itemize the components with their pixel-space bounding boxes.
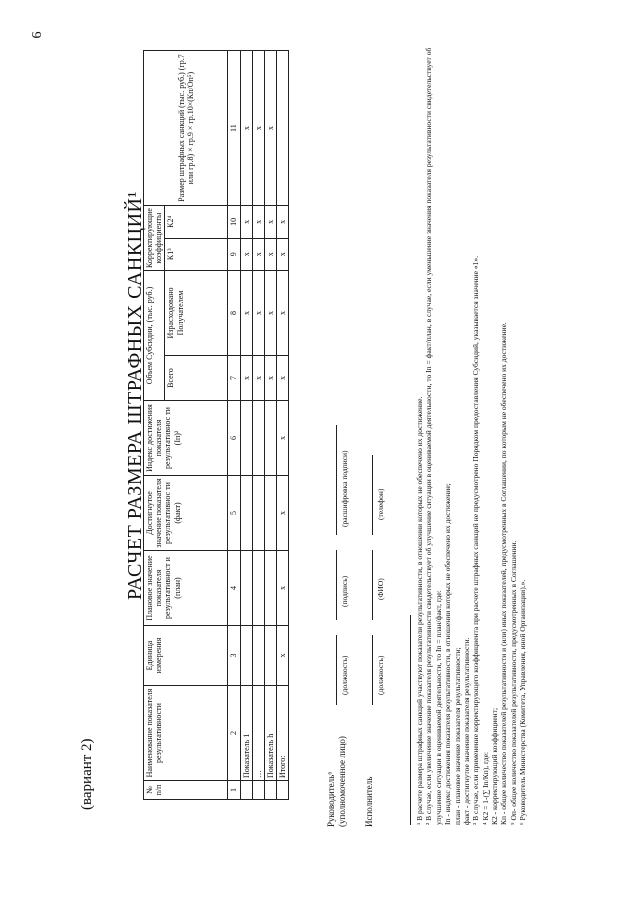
cell-unit — [264, 626, 276, 686]
position-caption: (должность) — [340, 655, 349, 695]
table-header-row — [144, 51, 165, 800]
col-number: 10 — [228, 206, 240, 238]
cell-total: x — [277, 356, 289, 401]
footnotes — [415, 35, 528, 825]
cell-k2: x — [240, 206, 252, 238]
col-header-used: Израсходовано Получателем — [165, 271, 228, 356]
cell-k2: x — [264, 206, 276, 238]
cell-fact — [252, 476, 264, 551]
cell-used: x — [252, 271, 264, 356]
phone-line — [372, 455, 373, 535]
col-number: 11 — [228, 51, 240, 206]
position2-line — [372, 635, 373, 705]
cell-index: x — [277, 401, 289, 476]
table-row — [240, 51, 252, 800]
cell-num — [240, 781, 252, 800]
footnote: Iп - индекс достижения показателя результативности, в отношении которых не обеспечено их достижение; — [443, 483, 453, 825]
position-line — [336, 635, 337, 705]
cell-plan — [252, 551, 264, 626]
cell-penalty: x — [240, 51, 252, 206]
col-header-unit: Единица измерения — [144, 626, 228, 686]
cell-name: Итого: — [277, 686, 289, 781]
cell-unit — [240, 626, 252, 686]
cell-k1: x — [264, 238, 276, 270]
penalty-table — [143, 50, 289, 800]
cell-used: x — [264, 271, 276, 356]
col-number: 4 — [228, 551, 240, 626]
cell-num — [277, 781, 289, 800]
phone-caption: (телефон) — [376, 488, 385, 520]
col-header-volume: Объем Субсидии, (тыс. руб.) — [144, 271, 165, 401]
signature-line — [336, 550, 337, 620]
cell-used: x — [240, 271, 252, 356]
footnote: ⁴ К2 = 1-(∑ Iп/Кп), где: — [480, 752, 490, 825]
fio-line — [372, 550, 373, 620]
cell-penalty — [277, 51, 289, 206]
col-header-total: Всего — [165, 356, 228, 401]
cell-num — [264, 781, 276, 800]
footnote: ⁵ Оп- общее количество показателей результативности, предусмотренных в Соглашении. — [508, 540, 518, 825]
cell-index — [264, 401, 276, 476]
cell-k1: x — [240, 238, 252, 270]
col-number: 8 — [228, 271, 240, 356]
cell-fact: x — [277, 476, 289, 551]
page-title: РАСЧЕТ РАЗМЕРА ШТРАФНЫХ САНКЦИЙ¹ — [124, 191, 146, 600]
executor-label: Исполнитель — [364, 776, 374, 827]
col-header-plan: Плановое значение показателя результативност и (план) — [144, 551, 228, 626]
position2-caption: (должность) — [376, 655, 385, 695]
footnote: Кп - общее количество показателей результативности и (или) иных показателей, предусмотренных в Соглашении, по которым не обеспечено их достижение. — [499, 322, 509, 825]
col-number: 6 — [228, 401, 240, 476]
col-header-index: Индекс достижения показателя результативнос ти (Iп)² — [144, 401, 228, 476]
head-sublabel: (уполномоченное лицо) — [337, 736, 347, 827]
signature-caption: (подпись) — [340, 575, 349, 607]
cell-total: x — [264, 356, 276, 401]
col-header-coef: Корректирующие коэффициенты — [144, 206, 165, 271]
table-row — [264, 51, 276, 800]
cell-plan: x — [277, 551, 289, 626]
cell-unit — [252, 626, 264, 686]
footnote: ² В случае, если увеличение значение показателя результативности свидетельствует об улучшение ситуации в оцениваемой деятельности, то Iп = факт/план, в случае, если уменьшение значения показателя результативности свидетельствует об улучшение ситуации в оцениваемой деятельности, то Iп = план/факт, где: — [424, 47, 443, 825]
cell-fact — [240, 476, 252, 551]
col-number: 2 — [228, 686, 240, 781]
footnote: план - плановое значение показателя результативности; — [452, 647, 462, 825]
head-label: Руководитель⁶ — [326, 771, 336, 827]
cell-k2: x — [252, 206, 264, 238]
fio-caption: (ФИО) — [376, 578, 385, 600]
col-number: 1 — [228, 781, 240, 800]
cell-fact — [264, 476, 276, 551]
column-number-row — [228, 51, 240, 800]
col-header-fact: Достигнутое значение показателя результативнос ти (факт) — [144, 476, 228, 551]
col-header-k2: К2⁴ — [165, 206, 228, 238]
cell-total: x — [252, 356, 264, 401]
cell-index — [240, 401, 252, 476]
cell-k2: x — [277, 206, 289, 238]
cell-k1: x — [252, 238, 264, 270]
footnote-divider — [410, 615, 411, 825]
footnote: ³ В случае, если применение корректирующего коэффициента при расчете штрафных санкций не предусмотрено Порядком предоставления Субсидий, указывается значение «1». — [471, 255, 481, 825]
cell-num — [252, 781, 264, 800]
col-number: 3 — [228, 626, 240, 686]
cell-name: Показатель h — [264, 686, 276, 781]
footnote: ¹ В расчете размера штрафных санкций участвуют показатели результативности, в отношении которых не обеспечено их достижение. — [415, 396, 424, 825]
col-header-num: № п/п — [144, 781, 228, 800]
cell-name: Показатель 1 — [240, 686, 252, 781]
footnote: К2 - корректирующий коэффициент; — [490, 707, 499, 825]
cell-total: x — [240, 356, 252, 401]
cell-unit: x — [277, 626, 289, 686]
cell-name: … — [252, 686, 264, 781]
col-header-penalty: Размер штрафных санкций (тыс. руб.) (гр.7 или гр.8) × гр.9 × гр.10×(Кп/Оп⁵) — [144, 51, 228, 206]
variant-label: (вариант 2) — [79, 738, 95, 810]
col-header-k1: К1³ — [165, 238, 228, 270]
col-header-name: Наименование показателя результативности — [144, 686, 228, 781]
col-number: 9 — [228, 238, 240, 270]
cell-used: x — [277, 271, 289, 356]
footnote: факт - достигнутое значение показателя результативности. — [461, 637, 471, 825]
cell-penalty: x — [264, 51, 276, 206]
cell-plan — [264, 551, 276, 626]
col-number: 7 — [228, 356, 240, 401]
table-total-row — [277, 51, 289, 800]
table-row — [252, 51, 264, 800]
decoding-caption: (расшифровка подписи) — [340, 450, 349, 527]
cell-k1: x — [277, 238, 289, 270]
decoding-line — [336, 425, 337, 535]
col-number: 5 — [228, 476, 240, 551]
page-number: 6 — [30, 31, 45, 39]
cell-penalty: x — [252, 51, 264, 206]
cell-index — [252, 401, 264, 476]
cell-plan — [240, 551, 252, 626]
footnote: ⁶ Руководитель Министерства (Комитета, Управления, иной Организации).». — [518, 579, 528, 825]
